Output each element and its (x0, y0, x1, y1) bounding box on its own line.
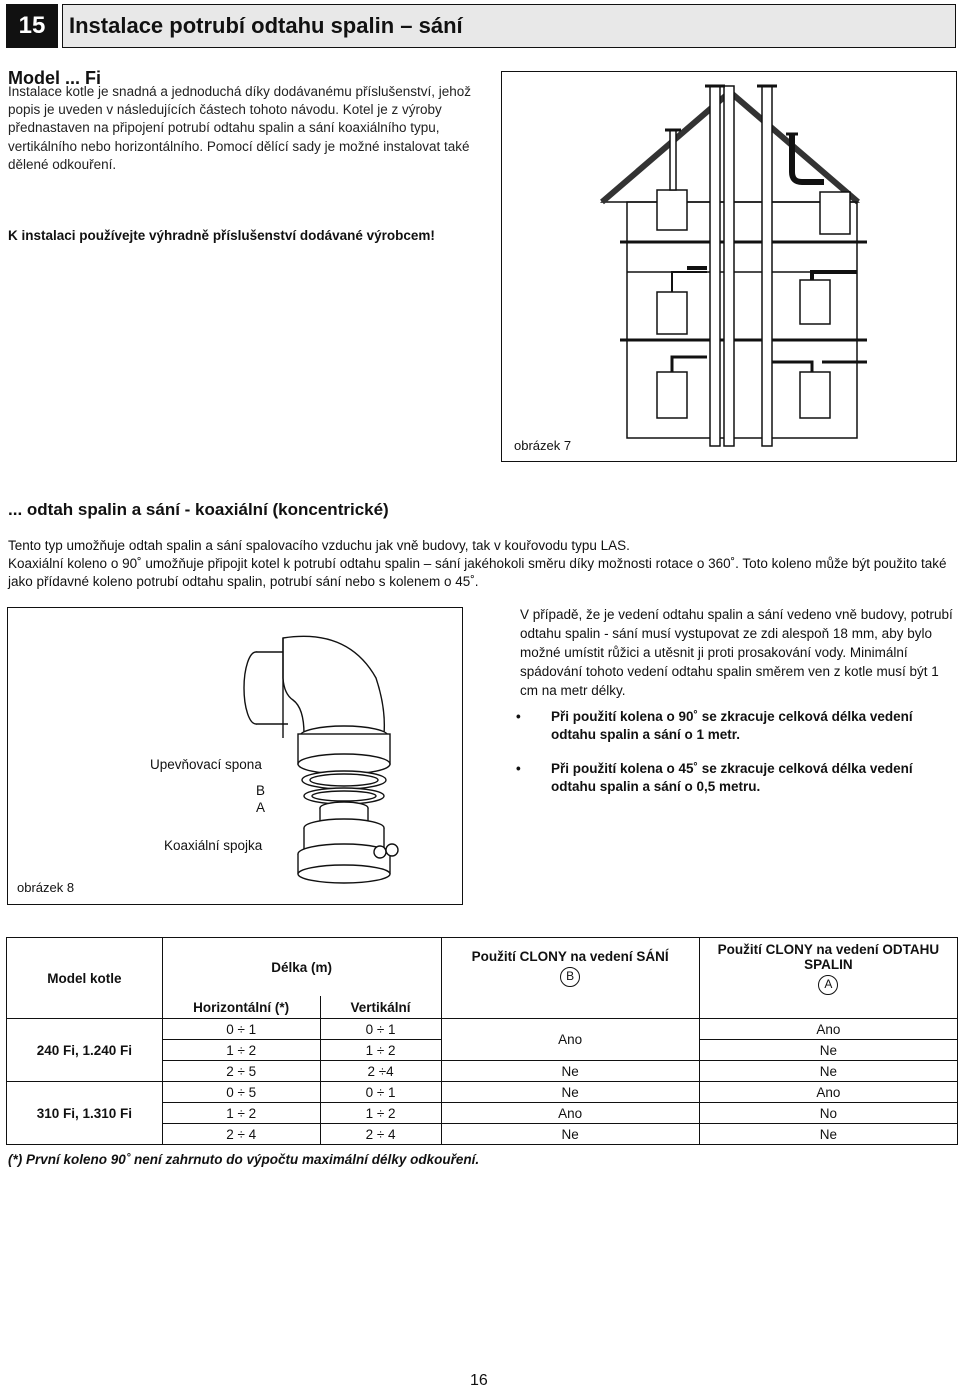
label-b: B (256, 783, 266, 798)
bullet-text: Při použití kolena o 45˚ se zkracuje celková délka vedení odtahu spalin a sání o 0,5 metru. (551, 761, 913, 794)
cell-intake: Ne (441, 1124, 699, 1145)
bullet-dot: • (516, 761, 521, 776)
cell-horizontal: 2 ÷ 5 (162, 1061, 320, 1082)
section-paragraph-2: Koaxiální koleno o 90˚ umožňuje připojit kotel k potrubí odtahu spalin – sání jakéhokoli směru díky možnosti rotace o 360˚. Toto koleno může být použito také jako přídavné koleno potrubí odtahu spalin, potrubí sání nebo s kolenem o 45˚. (8, 556, 947, 590)
cell-exhaust: No (699, 1103, 957, 1124)
cell-intake: Ne (441, 1061, 699, 1082)
header-length: Délka (m) (162, 938, 441, 997)
model-heading: Model ... Fi (8, 68, 101, 88)
bullet-text: Při použití kolena o 90˚ se zkracuje celková délka vedení odtahu spalin a sání o 1 metr. (551, 709, 913, 742)
model-cell: 310 Fi, 1.310 Fi (7, 1082, 163, 1145)
cell-vertical: 2 ÷ 4 (320, 1124, 441, 1145)
cell-exhaust: Ne (699, 1040, 957, 1061)
cell-horizontal: 0 ÷ 1 (162, 1019, 320, 1040)
intro-paragraph: Instalace kotle je snadná a jednoduchá díky dodávanému příslušenství, jehož popis je uveden v následujících částech tohoto návodu. Kotel je z výroby přednastaven na připojení potrubí odtahu spalin a sání koaxiálního typu, vertikálního nebo horizontálního. Pomocí dělící sady je možné instalovat také dělené odkouření. (8, 84, 472, 172)
header-intake (441, 938, 699, 997)
label-clamp: Upevňovací spona (150, 757, 262, 772)
header-exhaust-text: Použití CLONY na vedení ODTAHU SPALIN (717, 941, 940, 972)
label-a: A (256, 800, 266, 815)
bullet-item (516, 708, 956, 748)
cell-exhaust: Ne (699, 1061, 957, 1082)
cell-horizontal: 1 ÷ 2 (162, 1040, 320, 1061)
right-paragraph: V případě, že je vedení odtahu spalin a sání vedeno vně budovy, potrubí odtahu spalin - sání musí vystupovat ze zdi alespoň 18 mm, aby bylo možné umístit růžici a utěsnit ji proti prosakování vody. Minimální spádování tohoto vedení odtahu spalin směrem ven z kotle musí být 1 cm na metr délky. (520, 607, 953, 698)
cell-intake: Ano (441, 1019, 699, 1061)
header-intake-blank (441, 996, 699, 1019)
exhaust-symbol: A (818, 975, 838, 995)
figure-8-coaxial-elbow (7, 607, 463, 905)
bullet-dot: • (516, 709, 521, 724)
page-number: 16 (470, 1372, 488, 1389)
flue-length-table (6, 937, 958, 1145)
table-row (7, 1019, 958, 1040)
header-model: Model kotle (7, 938, 163, 1019)
cell-exhaust: Ano (699, 1082, 957, 1103)
cell-vertical: 1 ÷ 2 (320, 1040, 441, 1061)
section-number: 15 (6, 4, 58, 48)
cell-horizontal: 1 ÷ 2 (162, 1103, 320, 1124)
cell-vertical: 2 ÷4 (320, 1061, 441, 1082)
header-exhaust (699, 938, 957, 997)
footnote: (*) První koleno 90˚ není zahrnuto do výpočtu maximální délky odkouření. (8, 1152, 480, 1167)
bullet-item (516, 760, 956, 800)
header-horizontal: Horizontální (*) (162, 996, 320, 1019)
cell-exhaust: Ano (699, 1019, 957, 1040)
table-row (7, 1082, 958, 1103)
intake-symbol: B (560, 967, 580, 987)
cell-horizontal: 0 ÷ 5 (162, 1082, 320, 1103)
cell-horizontal: 2 ÷ 4 (162, 1124, 320, 1145)
cell-exhaust: Ne (699, 1124, 957, 1145)
cell-intake: Ano (441, 1103, 699, 1124)
figure-7-caption: obrázek 7 (514, 438, 572, 453)
page-title: Instalace potrubí odtahu spalin – sání (62, 4, 956, 48)
model-cell: 240 Fi, 1.240 Fi (7, 1019, 163, 1082)
header-vertical: Vertikální (320, 996, 441, 1019)
cell-vertical: 0 ÷ 1 (320, 1082, 441, 1103)
section-paragraph-1: Tento typ umožňuje odtah spalin a sání spalovacího vzduchu jak vně budovy, tak v kouřovodu typu LAS. (8, 538, 630, 553)
label-coupling: Koaxiální spojka (164, 838, 263, 853)
figure-8-caption: obrázek 8 (17, 880, 75, 895)
cell-vertical: 0 ÷ 1 (320, 1019, 441, 1040)
warning-text: K instalaci používejte výhradně příslušenství dodávané výrobcem! (8, 228, 435, 243)
header-intake-text: Použití CLONY na vedení SÁNÍ (471, 949, 669, 964)
section-heading: ... odtah spalin a sání - koaxiální (koncentrické) (8, 500, 389, 519)
cell-vertical: 1 ÷ 2 (320, 1103, 441, 1124)
cell-intake: Ne (441, 1082, 699, 1103)
header-exhaust-blank (699, 996, 957, 1019)
figure-7-house-diagram (501, 71, 957, 462)
